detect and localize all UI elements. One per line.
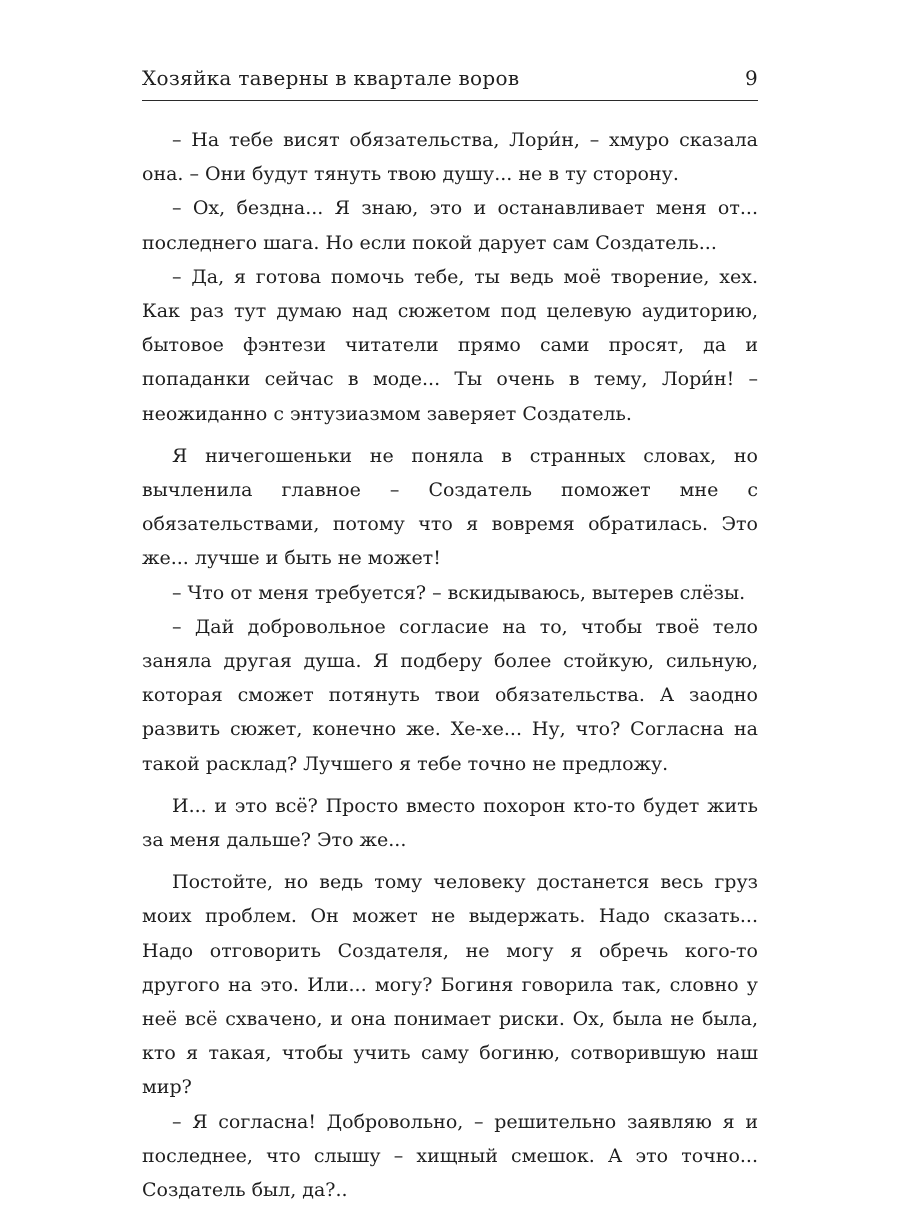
paragraph: – Да, я готова помочь тебе, ты ведь моё творение, хех. Как раз тут думаю над сюжетом под целевую аудиторию, бытовое фэнтези читатели прямо сами просят, да и попаданки сейчас в моде... Ты очень в тему, Лори́н! – неожиданно с энтузиазмом заверяет Создатель. <box>142 265 758 425</box>
book-title: Хозяйка таверны в квартале воров <box>142 66 520 90</box>
paragraph: – Ох, бездна... Я знаю, это и останавливает меня от... последнего шага. Но если покой дарует сам Создатель... <box>142 197 758 254</box>
page-number: 9 <box>744 66 758 90</box>
running-header <box>142 66 758 101</box>
paragraph: – Что от меня требуется? – вскидываюсь, вытерев слёзы. <box>172 581 746 604</box>
paragraph: – Дай добровольное согласие на то, чтобы твоё тело заняла другая душа. Я подберу более стойкую, сильную, которая сможет потянуть твои обязательства. А заодно развить сюжет, конечно же. Хе-хе... Ну, что? Согласна на такой расклад? Лучшего я тебе точно не предложу. <box>142 615 758 775</box>
paragraph: Я ничегошеньки не поняла в странных словах, но вычленила главное – Создатель поможет мне с обязательствами, потому что я вовремя обратилась. Это же... лучше и быть не может! <box>142 444 758 570</box>
page-body <box>142 123 758 1207</box>
paragraph: Постойте, но ведь тому человеку достанется весь груз моих проблем. Он может не выдержать. Надо сказать... Надо отговорить Создателя, не могу я обречь кого-то другого на это. Или... могу? Богиня говорила так, словно у неё всё схвачено, и она понимает риски. Ох, была не была, кто я такая, чтобы учить саму богиню, сотворившую наш мир? <box>142 871 758 1099</box>
book-page <box>142 66 758 1207</box>
paragraph: – Я согласна! Добровольно, – решительно заявляю я и последнее, что слышу – хищный смешок. А это точно... Создатель был, да?.. <box>142 1110 758 1202</box>
paragraph: И... и это всё? Просто вместо похорон кто-то будет жить за меня дальше? Это же... <box>142 794 758 852</box>
paragraph: – На тебе висят обязательства, Лори́н, – хмуро сказала она. – Они будут тянуть твою душу... не в ту сторону. <box>142 129 758 186</box>
